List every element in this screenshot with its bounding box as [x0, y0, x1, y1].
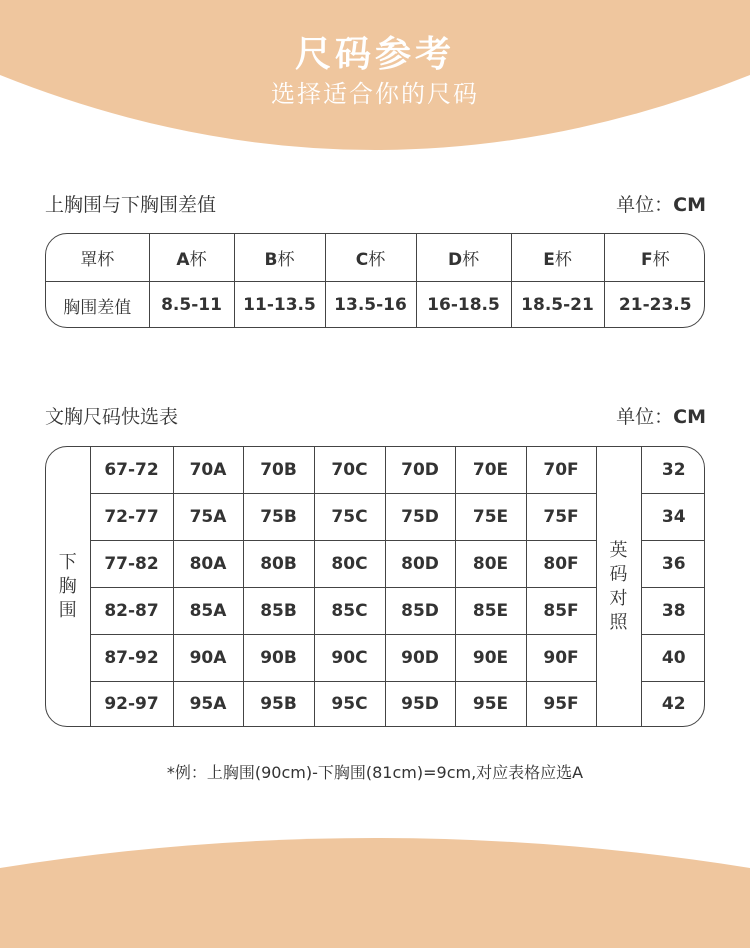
size-cell: 80B — [243, 540, 314, 587]
size-cell: 80A — [173, 540, 243, 587]
unit-value: CM — [673, 406, 706, 428]
page-subtitle: 选择适合你的尺码 — [271, 80, 479, 108]
size-cell: 95C — [314, 681, 385, 727]
unit-prefix: 单位： — [616, 406, 674, 428]
size-cell: 95B — [243, 681, 314, 727]
cup-header-b — [234, 234, 325, 281]
size-cell: 95F — [526, 681, 596, 727]
cup-section-unit — [616, 190, 706, 217]
size-cell: 70C — [314, 447, 385, 493]
size-cell: 80F — [526, 540, 596, 587]
underbust-range-cell: 87-92 — [90, 634, 173, 681]
uk-size-cell: 40 — [641, 634, 705, 681]
uk-size-cell: 32 — [641, 447, 705, 493]
uk-size-cell: 38 — [641, 587, 705, 634]
size-cell: 70B — [243, 447, 314, 493]
size-cell: 75E — [455, 493, 526, 540]
size-cell: 70F — [526, 447, 596, 493]
cup-header-row — [46, 234, 705, 281]
size-cell: 85F — [526, 587, 596, 634]
underbust-vertical-label — [46, 447, 90, 727]
table-row — [46, 447, 705, 493]
size-cell: 75F — [526, 493, 596, 540]
cup-section-title: 上胸围与下胸围差值 — [45, 194, 217, 216]
cup-header-label: 罩杯 — [46, 234, 149, 281]
underbust-range-cell: 82-87 — [90, 587, 173, 634]
cup-header-e — [511, 234, 604, 281]
size-cell: 75D — [385, 493, 455, 540]
size-cell: 95A — [173, 681, 243, 727]
size-cell: 85C — [314, 587, 385, 634]
underbust-range-cell: 72-77 — [90, 493, 173, 540]
size-cell: 80C — [314, 540, 385, 587]
cup-suffix: 杯 — [554, 249, 572, 270]
underbust-label-text: 下胸围 — [58, 551, 77, 621]
size-cell: 90B — [243, 634, 314, 681]
size-cell: 75B — [243, 493, 314, 540]
cup-suffix: 杯 — [368, 249, 386, 270]
bottom-wave-background — [0, 838, 750, 948]
cup-letter: A — [176, 249, 190, 270]
cup-difference-table — [45, 233, 705, 328]
unit-value: CM — [673, 194, 706, 216]
size-cell: 70E — [455, 447, 526, 493]
size-cell: 75A — [173, 493, 243, 540]
underbust-range-cell: 92-97 — [90, 681, 173, 727]
size-cell: 80D — [385, 540, 455, 587]
cup-letter: E — [543, 249, 555, 270]
example-note: *例：上胸围(90cm)-下胸围(81cm)=9cm,对应表格应选A — [166, 763, 584, 782]
size-cell: 80E — [455, 540, 526, 587]
cup-header-c — [325, 234, 416, 281]
cup-header-f — [604, 234, 705, 281]
uk-size-vertical-label — [596, 447, 641, 727]
cup-suffix: 杯 — [189, 249, 207, 270]
cup-letter: C — [355, 249, 369, 270]
cup-suffix: 杯 — [462, 249, 480, 270]
uk-size-cell: 34 — [641, 493, 705, 540]
cup-range-f: 21-23.5 — [604, 281, 705, 328]
size-cell: 75C — [314, 493, 385, 540]
cup-header-d — [416, 234, 511, 281]
cup-range-c: 13.5-16 — [325, 281, 416, 328]
cup-range-a: 8.5-11 — [149, 281, 234, 328]
cup-header-a — [149, 234, 234, 281]
size-cell: 85D — [385, 587, 455, 634]
size-cell: 90F — [526, 634, 596, 681]
size-cell: 90A — [173, 634, 243, 681]
cup-range-b: 11-13.5 — [234, 281, 325, 328]
size-cell: 85E — [455, 587, 526, 634]
cup-letter: D — [447, 249, 463, 270]
cup-range-d: 16-18.5 — [416, 281, 511, 328]
cup-suffix: 杯 — [277, 249, 295, 270]
size-cell: 90C — [314, 634, 385, 681]
page-title: 尺码参考 — [294, 34, 455, 75]
size-cell: 95E — [455, 681, 526, 727]
size-cell: 95D — [385, 681, 455, 727]
size-cell: 70D — [385, 447, 455, 493]
cup-suffix: 杯 — [652, 249, 670, 270]
size-section-title: 文胸尺码快选表 — [45, 406, 179, 428]
cup-value-row — [46, 281, 705, 328]
uk-label-text: 英码对照 — [609, 539, 628, 633]
cup-range-e: 18.5-21 — [511, 281, 604, 328]
cup-letter: B — [264, 249, 278, 270]
size-cell: 70A — [173, 447, 243, 493]
underbust-range-cell: 77-82 — [90, 540, 173, 587]
size-cell: 90E — [455, 634, 526, 681]
cup-row-label: 胸围差值 — [46, 281, 149, 328]
size-cell: 90D — [385, 634, 455, 681]
size-cell: 85A — [173, 587, 243, 634]
underbust-range-cell: 67-72 — [90, 447, 173, 493]
unit-prefix: 单位： — [616, 194, 674, 216]
size-cell: 85B — [243, 587, 314, 634]
uk-size-cell: 42 — [641, 681, 705, 727]
size-section-unit — [616, 402, 706, 429]
size-quick-table — [45, 446, 705, 727]
uk-size-cell: 36 — [641, 540, 705, 587]
cup-letter: F — [640, 249, 653, 270]
